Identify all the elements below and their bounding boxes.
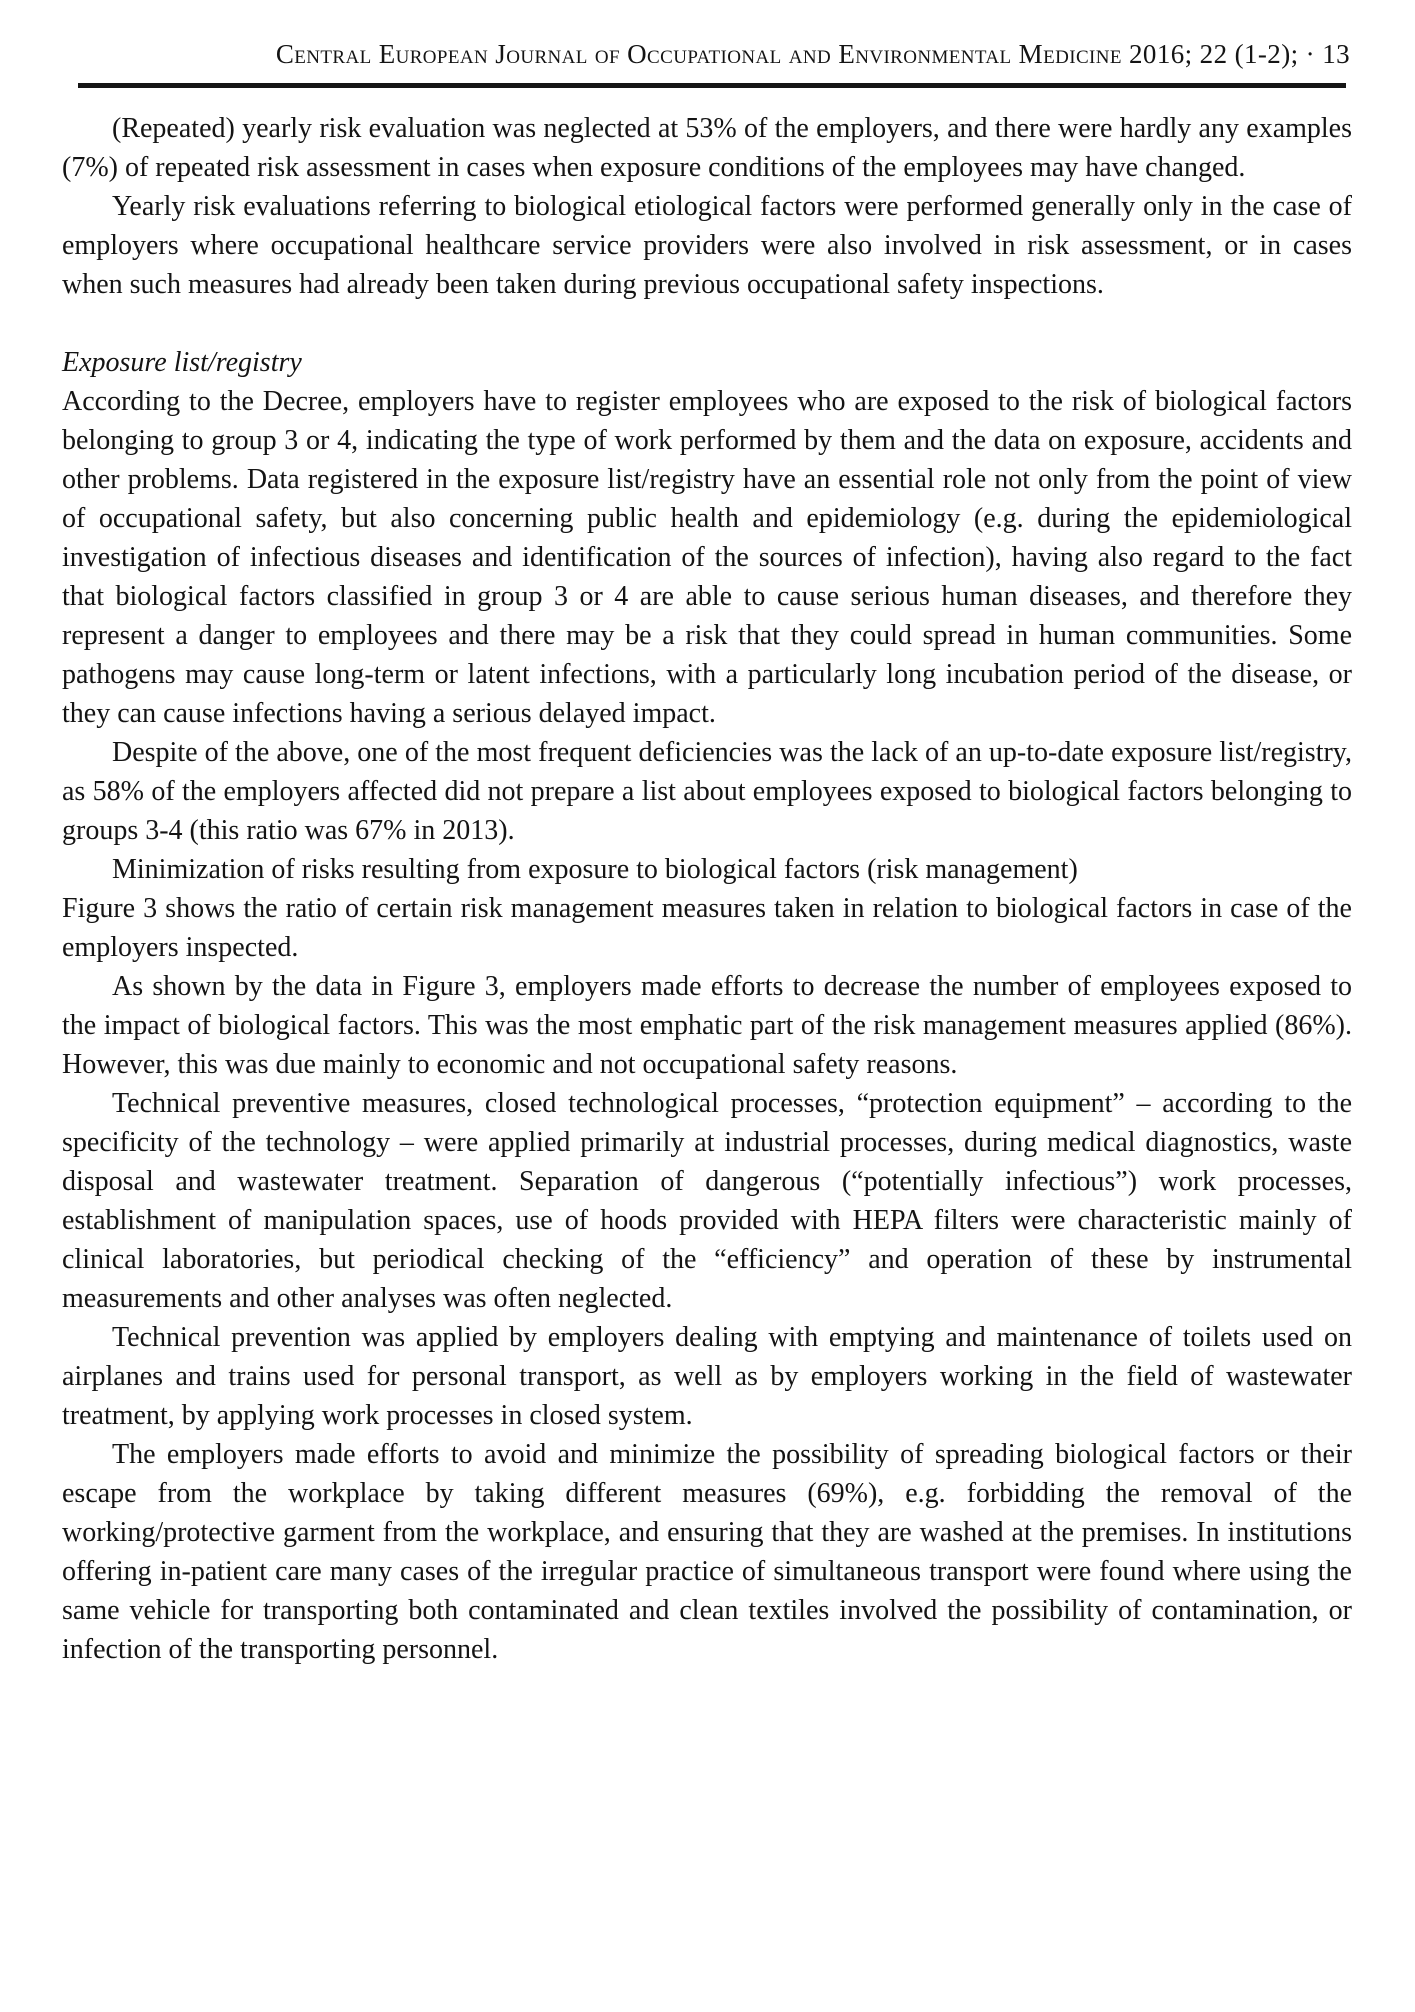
section-heading-exposure-list-registry: Exposure list/registry	[62, 347, 302, 378]
paragraph: (Repeated) yearly risk evaluation was neglected at 53% of the employers, and there were hardly any examples (7%) of repeated risk assessment in cases when exposure conditions of the employees may have changed.	[62, 113, 1352, 183]
paragraph: Despite of the above, one of the most frequent deficiencies was the lack of an up-to-date exposure list/registry, as 58% of the employers affected did not prepare a list about employees exposed to biological factors belonging to groups 3-4 (this ratio was 67% in 2013).	[62, 737, 1352, 846]
paragraph: Technical prevention was applied by employers dealing with emptying and maintenance of toilets used on airplanes and trains used for personal transport, as well as by employers working in the field of wastewater treatment, by applying work processes in closed system.	[62, 1322, 1352, 1431]
paragraph: As shown by the data in Figure 3, employers made efforts to decrease the number of employees exposed to the impact of biological factors. This was the most emphatic part of the risk management measures applied (86%). However, this was due mainly to economic and not occupational safety reasons.	[62, 971, 1352, 1080]
paragraph: The employers made efforts to avoid and minimize the possibility of spreading biological factors or their escape from the workplace by taking different measures (69%), e.g. forbidding the removal of the working/protective garment from the workplace, and ensuring that they are washed at the premises. In institutions offering in-patient care many cases of the irregular practice of simultaneous transport were found where using the same vehicle for transporting both contaminated and clean textiles involved the possibility of contamination, or infection of the transporting personnel.	[62, 1439, 1352, 1665]
article-body	[62, 109, 1352, 1669]
subheading-line-risk-minimization: Minimization of risks resulting from exposure to biological factors (risk management)	[112, 854, 1078, 885]
running-head: Central European Journal of Occupational and Environmental Medicine 2016; 22 (1-2); · 13	[275, 39, 1350, 69]
paragraph: According to the Decree, employers have to register employees who are exposed to the risk of biological factors belonging to group 3 or 4, indicating the type of work performed by them and the data on exposure, accidents and other problems. Data registered in the exposure list/registry have an essential role not only from the point of view of occupational safety, but also concerning public health and epidemiology (e.g. during the epidemiological investigation of infectious diseases and identification of the sources of infection), having also regard to the fact that biological factors classified in group 3 or 4 are able to cause serious human diseases, and therefore they represent a danger to employees and there may be a risk that they could spread in human communities. Some pathogens may cause long-term or latent infections, with a particularly long incubation period of the disease, or they can cause infections having a serious delayed impact.	[62, 386, 1352, 729]
paragraph: Yearly risk evaluations referring to biological etiological factors were performed generally only in the case of employers where occupational healthcare service providers were also involved in risk assessment, or in cases when such measures had already been taken during previous occupational safety inspections.	[62, 191, 1352, 300]
paragraph: Figure 3 shows the ratio of certain risk management measures taken in relation to biological factors in case of the employers inspected.	[62, 893, 1352, 963]
header-rule	[78, 83, 1346, 88]
paragraph: Technical preventive measures, closed technological processes, “protection equipment” – according to the specificity of the technology – were applied primarily at industrial processes, during medical diagnostics, waste disposal and wastewater treatment. Separation of dangerous (“potentially infectious”) work processes, establishment of manipulation spaces, use of hoods provided with HEPA filters were characteristic mainly of clinical laboratories, but periodical checking of the “efficiency” and operation of these by instrumental measurements and other analyses was often neglected.	[62, 1088, 1352, 1314]
